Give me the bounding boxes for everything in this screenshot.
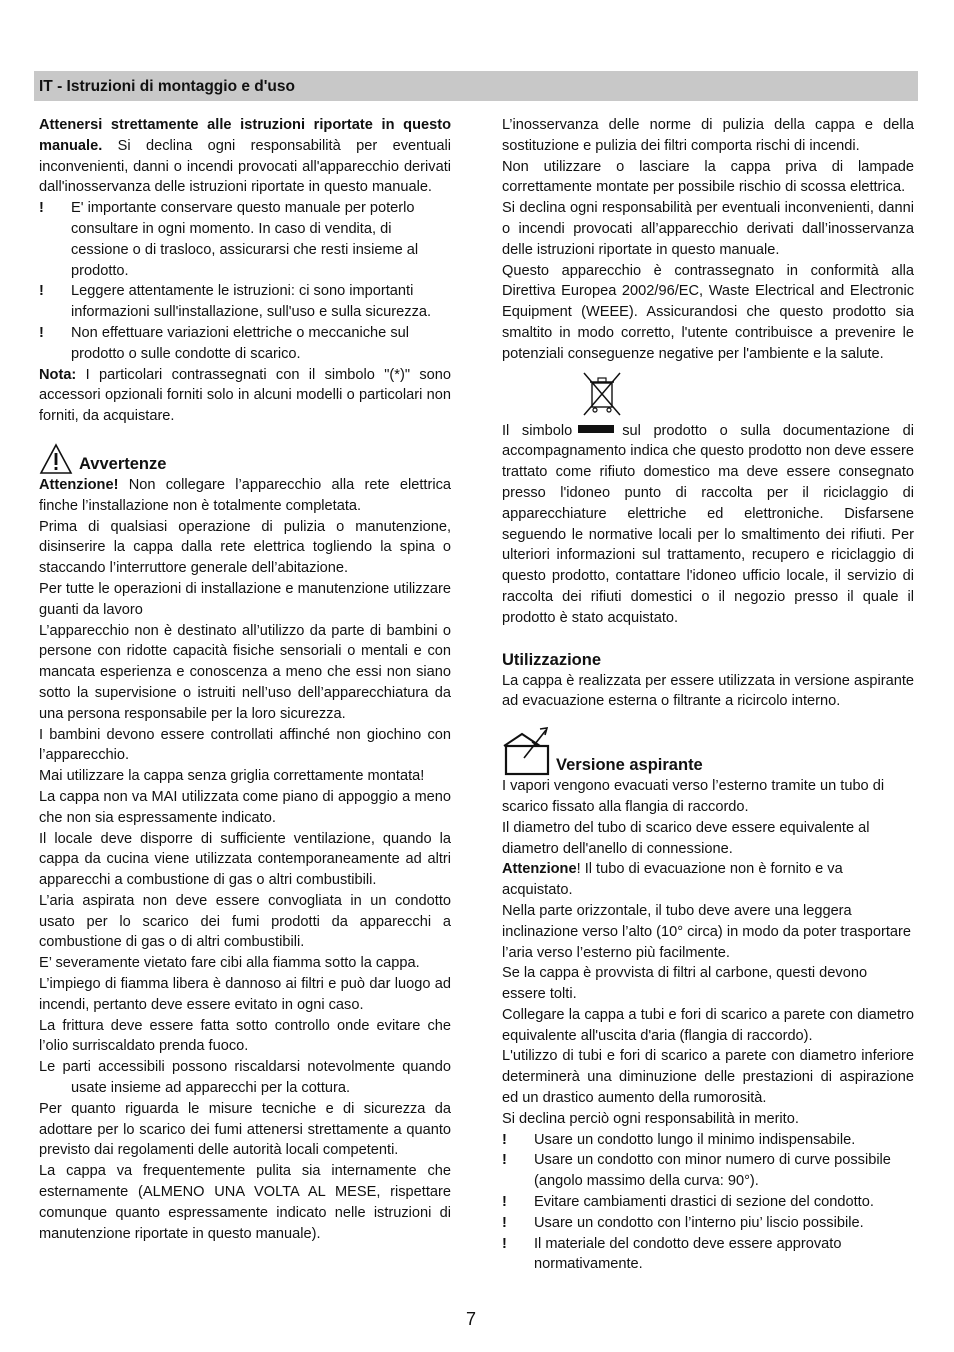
paragraph: Il locale deve disporre di sufficiente ventilazione, quando la cappa da cucina viene utilizzata contemporaneamente ad altri apparecchi a combustione di gas o altri combustibili. xyxy=(39,830,451,889)
attention-text: ! Il tubo di evacuazione non è fornito e va acquistato. xyxy=(502,861,843,899)
version-heading xyxy=(502,720,914,776)
intro-text: Si declina ogni responsabilità per eventuali inconvenienti, danni o incendi provocati all'apparecchio derivati dall'inosservanza delle istruzioni riportate in questo manuale. xyxy=(39,137,451,196)
right-column xyxy=(502,115,914,1275)
intro-paragraph xyxy=(39,115,451,198)
warnings-heading xyxy=(39,437,451,475)
intro-bold: Attenersi strettamente alle istruzioni riportate in questo manuale. xyxy=(39,117,451,154)
list-item xyxy=(39,198,451,281)
nota-label: Nota: xyxy=(39,366,77,383)
nota-paragraph xyxy=(39,365,451,427)
nota-text: I particolari contrassegnati con il simbolo "(*)" sono accessori opzionali forniti solo in alcuni modelli o particolari non forniti, da acquistare. xyxy=(39,366,451,425)
bullet-mark: ! xyxy=(39,200,44,217)
ducted-house-icon xyxy=(502,724,552,776)
attention-text: Non collegare l’apparecchio alla rete elettrica finche l’installazione non è totalmente completata. xyxy=(39,476,451,514)
paragraph: L’impiego di fiamma libera è dannoso ai filtri e può dar luogo ad incendi, pertanto deve essere evitato in ogni caso. xyxy=(39,976,451,1013)
paragraph: L’aria aspirata non deve essere convogliata in un condotto usato per lo scarico dei fumi prodotti da apparecchi a combustione di gas o di altri combustibili. xyxy=(39,892,451,951)
paragraph: Le parti accessibili possono riscaldarsi notevolmente quando usate insieme ad apparecchi per la cottura. xyxy=(39,1059,451,1097)
paragraph: Si declina perciò ogni responsabilità in merito. xyxy=(502,1110,799,1127)
list-item xyxy=(502,1234,914,1276)
list-item-text: Non effettuare variazioni elettriche o meccaniche sul prodotto o sulle condotte di scarico. xyxy=(71,324,410,362)
paragraph: Questo apparecchio è contrassegnato in conformità alla Direttiva Europea 2002/96/EC, Waste Electrical and Electronic Equipment (WEEE). Assicurandosi che questo prodotto sia smaltito in modo corretto, l'utente contribuisce a prevenire le potenziali conseguenze negative per l'ambiente e la salute. xyxy=(502,262,914,362)
list-item xyxy=(502,1192,914,1213)
symbol-prefix: Il simbolo xyxy=(502,422,573,439)
list-item xyxy=(502,1130,914,1151)
list-item-text: Leggere attentamente le istruzioni: ci sono importanti informazioni sull'installazione, sull'uso e sulla sicurezza. xyxy=(71,283,432,321)
paragraph: Il diametro del tubo di scarico deve essere equivalente al diametro dell'anello di connessione. xyxy=(502,819,870,857)
attention-label: Attenzione xyxy=(502,861,577,878)
paragraph: L’apparecchio non è destinato all’utilizzo da parte di bambini o persone con ridotte capacità fisiche sensoriali o mentali e con mancata esperienza e conoscenza a meno che essi non siano sotto la supervisione o istruiti nell’uso dell’apparecchiatura da una persona responsabile per la loro sicurezza. xyxy=(39,622,451,722)
bullet-mark: ! xyxy=(39,283,44,300)
paragraph: Mai utilizzare la cappa senza griglia correttamente montata! xyxy=(39,768,425,785)
paragraph: La frittura deve essere fatta sotto controllo onde evitare che l’olio surriscaldato prenda fuoco. xyxy=(39,1017,451,1055)
section-title: IT - Istruzioni di montaggio e d'uso xyxy=(39,78,295,95)
paragraph: La cappa non va MAI utilizzata come piano di appoggio a meno che non sia espressamente indicato. xyxy=(39,788,451,826)
paragraph: I vapori vengono evacuati verso l’esterno tramite un tubo di scarico fissato alla flangia di raccordo. xyxy=(502,778,885,815)
crossed-bin-icon xyxy=(580,371,624,417)
page-number: 7 xyxy=(466,1309,477,1329)
attention-label: Attenzione! xyxy=(39,476,119,493)
attention-paragraph xyxy=(502,859,914,901)
section-header xyxy=(34,71,918,101)
list-item xyxy=(502,1213,914,1234)
paragraph: Per quanto riguarda le misure tecniche e di sicurezza da adottare per lo scarico dei fumi attenersi strettamente a quanto previsto dai regolamenti delle autorità locali competenti. xyxy=(39,1100,451,1159)
paragraph: Collegare la cappa a tubi e fori di scarico a parete con diametro equivalente all'uscita d'aria (flangia di raccordo). xyxy=(502,1006,914,1044)
bullet-mark: ! xyxy=(502,1194,507,1211)
warning-triangle-icon xyxy=(39,443,73,475)
paragraph: Nella parte orizzontale, il tubo deve avere una leggera inclinazione verso l’alto (10° circa) in modo da poter trasportare l’aria verso l’esterno più facilmente. xyxy=(502,902,911,961)
usage-text: La cappa è realizzata per essere utilizzata in versione aspirante ad evacuazione esterna o filtrante a ricircolo interno. xyxy=(502,672,914,710)
paragraph: Si declina ogni responsabilità per eventuali inconvenienti, danni o incendi provocati all’apparecchio derivati dall’inosservanza delle istruzioni riportate in questo manuale. xyxy=(502,200,914,258)
version-title: Versione aspirante xyxy=(556,756,703,775)
bullet-mark: ! xyxy=(502,1235,507,1252)
paragraph: La cappa va frequentemente pulita sia internamente che esternamente (ALMENO UNA VOLTA AL MESE, rispettare comunque quanto espressamente indicato nelle istruzioni di manutenzione riportate in questo manuale). xyxy=(39,1163,451,1242)
warnings-title: Avvertenze xyxy=(79,454,167,473)
bullet-mark: ! xyxy=(502,1131,507,1148)
paragraph: E’ severamente vietato fare cibi alla fiamma sotto la cappa. xyxy=(39,955,420,972)
paragraph: Non utilizzare o lasciare la cappa priva di lampade correttamente montate per possibile rischio di scossa elettrica. xyxy=(502,158,914,196)
bullet-mark: ! xyxy=(39,324,44,341)
paragraph: L'utilizzo di tubi e fori di scarico a parete con diametro inferiore determinerà una diminuzione delle prestazioni di aspirazione ed un drastico aumento della rumorosità. xyxy=(502,1048,914,1107)
left-column xyxy=(39,115,451,1244)
usage-title: Utilizzazione xyxy=(502,650,602,669)
list-item-text: Usare un condotto con l’interno piu’ liscio possibile. xyxy=(534,1214,864,1231)
paragraph: L’inosservanza delle norme di pulizia della cappa e della sostituzione e pulizia dei filtri comporta rischi di incendi. xyxy=(502,117,914,154)
list-item xyxy=(502,1150,914,1192)
bullet-mark: ! xyxy=(502,1214,507,1231)
paragraph: I bambini devono essere controllati affinché non giochino con l’apparecchio. xyxy=(39,726,451,764)
paragraph: Prima di qualsiasi operazione di pulizia o manutenzione, disinserire la cappa dalla rete elettrica togliendo la spina o staccando l’interruttore generale dell’abitazione. xyxy=(39,518,451,577)
list-item xyxy=(39,281,451,323)
list-item xyxy=(39,323,451,365)
bullet-mark: ! xyxy=(502,1152,507,1169)
paragraph: Per tutte le operazioni di installazione e manutenzione utilizzare guanti da lavoro xyxy=(39,580,451,618)
paragraph: Se la cappa è provvista di filtri al carbone, questi devono essere tolti. xyxy=(502,965,868,1003)
list-item-text: Il materiale del condotto deve essere approvato normativamente. xyxy=(534,1235,842,1273)
attention-paragraph xyxy=(39,475,451,517)
weee-symbol xyxy=(502,371,914,417)
list-item-text: Usare un condotto lungo il minimo indispensabile. xyxy=(534,1131,856,1148)
list-item-text: E' importante conservare questo manuale per poterlo consultare in ogni momento. In caso di vendita, di cessione o di trasloco, assicurarsi che resti insieme al prodotto. xyxy=(71,200,419,279)
weee-paragraph xyxy=(502,421,914,629)
weee-bar-icon xyxy=(578,425,614,433)
list-item-text: Evitare cambiamenti drastici di sezione del condotto. xyxy=(534,1194,874,1211)
list-item-text: Usare un condotto con minor numero di curve possibile (angolo massimo della curva: 90°). xyxy=(534,1152,891,1190)
symbol-text: sul prodotto o sulla documentazione di accompagnamento indica che questo prodotto non deve essere trattato come rifiuto domestico ma deve essere consegnato presso l'idoneo punto di raccolta per il riciclaggio di apparecchiature elettriche ed elettroniche. Disfarsene seguendo le normative locali per lo smaltimento dei rifiuti. Per ulteriori informazioni sul trattamento, recupero e riciclaggio di questo prodotto, contattare l'idoneo ufficio locale, il servizio di raccolta dei rifiuti domestici o il negozio presso il quale il prodotto è stato acquistato. xyxy=(502,422,914,626)
